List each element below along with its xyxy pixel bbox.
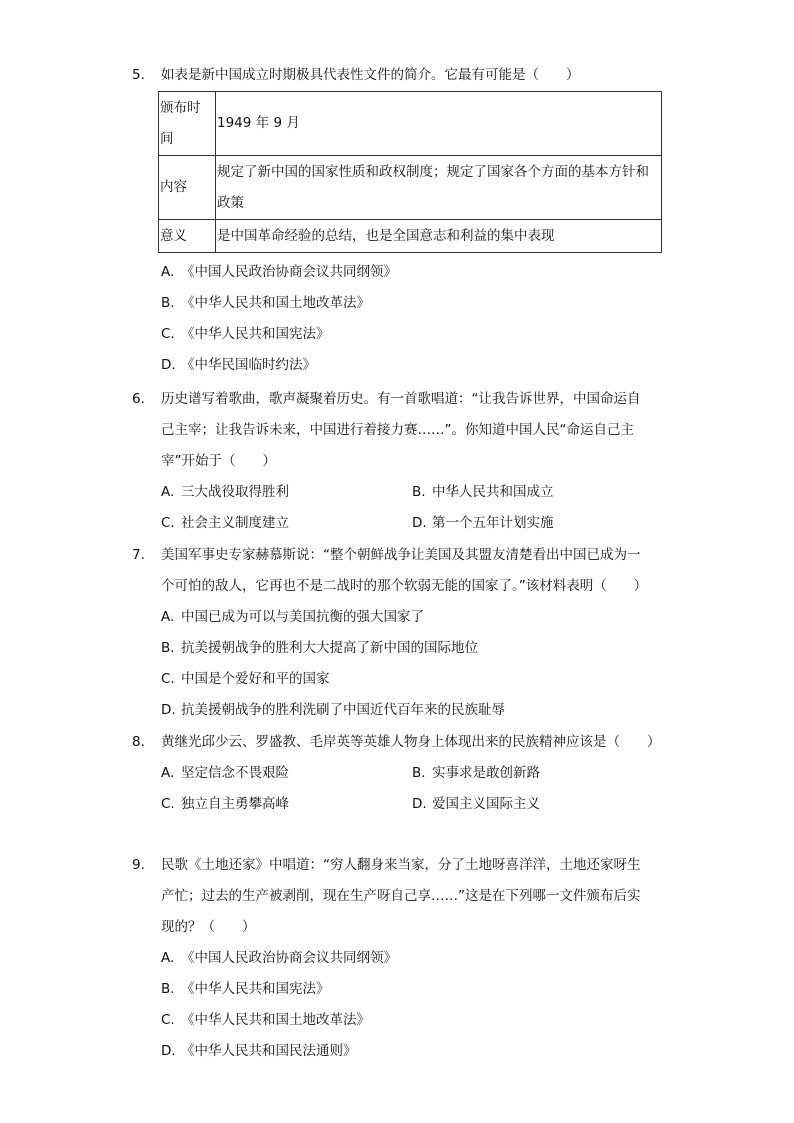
option-row (132, 789, 672, 820)
option-b[interactable]: B. 中华人民共和国成立 (412, 484, 554, 500)
question-8 (132, 727, 672, 820)
option-c[interactable]: C. 独立自主勇攀高峰 (161, 796, 289, 812)
question-5 (132, 60, 672, 91)
question-number: 8. (132, 734, 145, 750)
question-number: 6. (132, 391, 145, 407)
question-stem-line: 产忙；过去的生产被剥削，现在生产呀自己享……”这是在下列哪一文件颁布后实 (161, 888, 641, 904)
option-c[interactable]: C. 中国是个爱好和平的国家 (161, 671, 330, 687)
option-b[interactable]: B. 《中华人民共和国土地改革法》 (161, 295, 370, 311)
option-a[interactable]: A. 《中国人民政治协商会议共同纲领》 (161, 264, 397, 280)
question-number: 7. (132, 547, 145, 563)
option-d[interactable]: D. 《中华人民共和国民法通则》 (161, 1043, 357, 1059)
table-row (159, 220, 662, 253)
option-d[interactable]: D. 爱国主义国际主义 (412, 796, 540, 812)
option-d[interactable]: D. 《中华民国临时约法》 (161, 357, 316, 373)
table-cell-label: 内容 (159, 156, 216, 220)
question-stem-line: 现的？（ ） (161, 919, 256, 935)
option-c[interactable]: C. 《中华人民共和国土地改革法》 (161, 1012, 370, 1028)
option-b[interactable]: B. 抗美援朝战争的胜利大大提高了新中国的国际地位 (161, 640, 478, 656)
question-stem: 如表是新中国成立时期极具代表性文件的简介。它最有可能是（ ） (161, 67, 580, 83)
option-a[interactable]: A. 坚定信念不畏艰险 (161, 765, 289, 781)
question-number: 5. (132, 67, 145, 83)
option-a[interactable]: A. 《中国人民政治协商会议共同纲领》 (161, 950, 397, 966)
option-c[interactable]: C. 社会主义制度建立 (161, 515, 289, 531)
option-a[interactable]: A. 三大战役取得胜利 (161, 484, 289, 500)
question-7 (132, 540, 672, 726)
question-stem-line: 己主宰；让我告诉未来，中国进行着接力赛……”。你知道中国人民“命运自己主 (161, 422, 634, 438)
option-a[interactable]: A. 中国已成为可以与美国抗衡的强大国家了 (161, 609, 424, 625)
option-d[interactable]: D. 抗美援朝战争的胜利洗刷了中国近代百年来的民族耻辱 (161, 702, 505, 718)
option-row (132, 508, 672, 539)
table-cell-value: 规定了新中国的国家性质和政权制度；规定了国家各个方面的基本方针和 政策 (216, 156, 662, 220)
table-cell-value: 是中国革命经验的总结，也是全国意志和利益的集中表现 (216, 220, 662, 253)
question-6 (132, 384, 672, 539)
question-stem-line: 个可怕的敌人，它再也不是二战时的那个软弱无能的国家了。”该材料表明（ ） (161, 578, 648, 594)
option-c[interactable]: C. 《中华人民共和国宪法》 (161, 326, 330, 342)
question-stem-line: 宰”开始于（ ） (161, 453, 276, 469)
info-table (158, 91, 662, 253)
question-9 (132, 850, 672, 1067)
question-number: 9. (132, 857, 145, 873)
table-cell-label: 颁布时 间 (159, 92, 216, 156)
table-row (159, 156, 662, 220)
table-cell-label: 意义 (159, 220, 216, 253)
table-row (159, 92, 662, 156)
option-b[interactable]: B. 《中华人民共和国宪法》 (161, 981, 330, 997)
question-stem: 黄继光邱少云、罗盛教、毛岸英等英雄人物身上体现出来的民族精神应该是（ ） (161, 734, 661, 750)
question-5-options (132, 257, 672, 381)
question-stem-line: 美国军事史专家赫慕斯说：“整个朝鲜战争让美国及其盟友清楚看出中国已成为一 (161, 547, 641, 563)
table-cell-value: 1949 年 9 月 (216, 92, 662, 156)
question-stem-line: 民歌《土地还家》中唱道：“穷人翻身来当家，分了土地呀喜洋洋，土地还家呀生 (161, 857, 641, 873)
option-row (132, 758, 672, 789)
option-b[interactable]: B. 实事求是敢创新路 (412, 765, 540, 781)
option-d[interactable]: D. 第一个五年计划实施 (412, 515, 554, 531)
option-row (132, 477, 672, 508)
question-stem-line: 历史谱写着歌曲，歌声凝聚着历史。有一首歌唱道：“让我告诉世界，中国命运自 (161, 391, 641, 407)
